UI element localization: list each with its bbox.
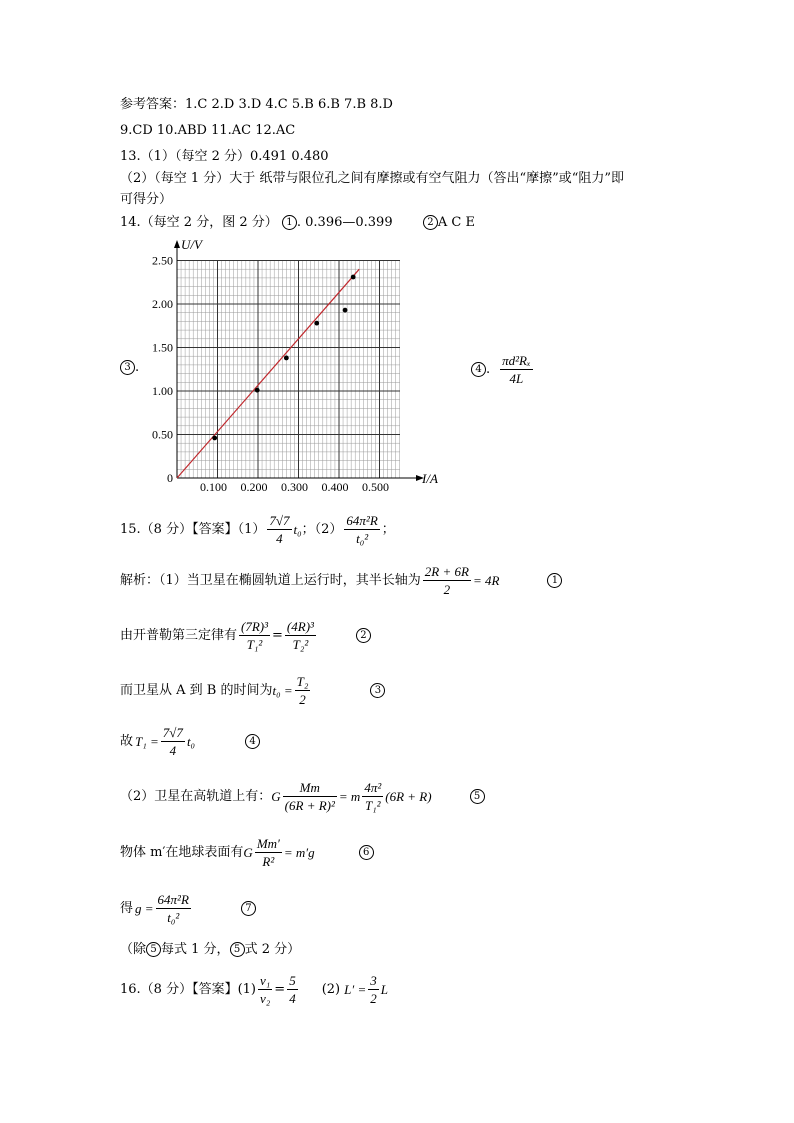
q15-step-6: 物体 m′在地球表面有 G $\frac{Mm'}{\text{R²}}$ = m′g 6 bbox=[120, 835, 374, 870]
centripetal-fraction: $\frac{\text{4π²}}{\text{T₁²}}$ bbox=[364, 780, 382, 813]
data-point bbox=[212, 436, 217, 441]
q14-answer-4-denominator: 4L bbox=[500, 369, 533, 387]
period-fraction: $\frac{7√7}{4}$ bbox=[162, 725, 183, 758]
equation-marker-3: 3 bbox=[370, 683, 385, 698]
q15-answer-2-fraction: $\frac{\text{64π²R}}{\text{t₀²}}$ bbox=[346, 513, 378, 546]
q15-step-4: 故 T₁ = $\frac{7√7}{4}$ t₀ 4 bbox=[120, 724, 260, 759]
q16-answer-line: 16.（8 分）【答案】(1) $\frac{\text{v₁}}{\text{v₂}}$ = $\frac{5}{4}$ (2) L′ = $\frac{3}{2}$ L bbox=[120, 973, 388, 1006]
note-marker-5b: 5 bbox=[230, 942, 245, 957]
q15-answer-line: 15.（8 分）【答案】（1） $\frac{7√7}{4}$ t₀ ；（2） $\frac{\text{64π²R}}{\text{t₀²}}$ ； bbox=[120, 513, 395, 546]
y-tick-label: 1.50 bbox=[152, 340, 173, 355]
data-point bbox=[351, 275, 356, 280]
g-result-fraction: $\frac{\text{64π²R}}{\text{t₀²}}$ bbox=[157, 892, 189, 925]
data-point bbox=[255, 388, 260, 393]
q13-line-2: （2）（每空 1 分）大于 纸带与限位孔之间有摩擦或有空气阻力（答出“摩擦”或“阻力”即 bbox=[120, 171, 625, 186]
u-i-graph bbox=[120, 236, 450, 496]
equation-marker-4: 4 bbox=[245, 734, 260, 749]
q15-scoring-note: （除 5 每式 1 分， 5 式 2 分） bbox=[120, 942, 301, 957]
data-point bbox=[314, 321, 319, 326]
q15-header: 15.（8 分）【答案】（1） bbox=[120, 521, 266, 537]
x-tick-label: 0.500 bbox=[362, 480, 389, 494]
equation-marker-1: 1 bbox=[547, 573, 562, 588]
x-tick-label: 0.400 bbox=[321, 480, 349, 494]
y-tick-label: 0 bbox=[167, 471, 173, 485]
q14-answer-1: . 0.396—0.399 bbox=[296, 215, 393, 230]
x-axis-label: I/A bbox=[422, 471, 438, 486]
semi-major-fraction: $\frac{2R + 6R}{2}$ bbox=[424, 564, 469, 597]
x-tick-labels bbox=[200, 480, 389, 494]
answers-line-2: 9.CD 10.ABD 11.AC 12.AC bbox=[120, 123, 296, 138]
q14-answer-4-marker: 4 bbox=[471, 362, 486, 377]
q14-answer-3-label: 3 . bbox=[120, 360, 139, 375]
q14-answer-4-label: 4 . $\frac{\text{πd²Rₓ}}{4L}$ bbox=[471, 352, 535, 387]
q15-step-2: 由开普勒第三定律有 $\frac{\text{(7R)³}}{\text{T₁²}}$ = $\frac{\text{(4R)³}}{\text{T₂²}}$ 2 bbox=[120, 618, 371, 653]
velocity-ratio-value: $\frac{5}{4}$ bbox=[289, 973, 296, 1006]
answers-line-1: 参考答案：1.C 2.D 3.D 4.C 5.B 6.B 7.B 8.D bbox=[120, 97, 393, 112]
q15-step-1: 解析：（1）当卫星在椭圆轨道上运行时，其半长轴为 $\frac{2R + 6R}{2}$ = 4R 1 bbox=[120, 563, 562, 598]
time-fraction: $\frac{\text{T₂}}{2}$ bbox=[296, 674, 309, 707]
q13-line-3: 可得分） bbox=[120, 192, 173, 207]
q14-answer-2-marker: 2 bbox=[423, 215, 438, 230]
y-tick-label: 2.50 bbox=[152, 253, 173, 268]
y-tick-label: 1.00 bbox=[152, 384, 173, 398]
q13-line-1: 13.（1）（每空 2 分）0.491 0.480 bbox=[120, 149, 329, 164]
q14-answer-4-fraction bbox=[500, 352, 533, 387]
q15-step-7: 得 g = $\frac{\text{64π²R}}{\text{t₀²}}$ 7 bbox=[120, 891, 256, 926]
equation-marker-2: 2 bbox=[356, 628, 371, 643]
y-axis-arrow bbox=[174, 240, 180, 248]
equation-marker-7: 7 bbox=[241, 901, 256, 916]
data-point bbox=[284, 356, 289, 361]
y-tick-label: 2.00 bbox=[152, 297, 173, 311]
q15-step-3: 而卫星从 A 到 B 的时间为 t₀ = $\frac{\text{T₂}}{2}$ 3 bbox=[120, 673, 385, 708]
kepler-right-fraction: $\frac{\text{(4R)³}}{\text{T₂²}}$ bbox=[286, 619, 314, 652]
gravity-fraction: $\frac{Mm}{\text{(6R + R)²}}$ bbox=[284, 780, 335, 813]
q14-header-line bbox=[120, 214, 475, 232]
x-tick-label: 0.200 bbox=[240, 480, 268, 494]
kepler-left-fraction: $\frac{\text{(7R)³}}{\text{T₁²}}$ bbox=[241, 619, 269, 652]
q15-step-5: （2）卫星在高轨道上有： G $\frac{Mm}{\text{(6R + R)²}}$ = m $\frac{\text{4π²}}{\text{T₁²}}$ (6R + R) 5 bbox=[120, 779, 485, 814]
x-tick-label: 0.300 bbox=[281, 480, 308, 494]
length-ratio-fraction: $\frac{3}{2}$ bbox=[370, 973, 377, 1006]
q14-answer-3-marker: 3 bbox=[120, 360, 135, 375]
note-marker-5: 5 bbox=[146, 942, 161, 957]
velocity-ratio-fraction: $\frac{\text{v₁}}{\text{v₂}}$ bbox=[260, 973, 271, 1006]
q14-answer-2: A C E bbox=[437, 215, 475, 230]
y-tick-label: 0.50 bbox=[152, 427, 173, 442]
q14-answer-4-numerator: πd²Rₓ bbox=[502, 353, 531, 368]
data-point bbox=[343, 308, 348, 313]
q14-answer-1-marker: 1 bbox=[282, 215, 297, 230]
surface-gravity-fraction: $\frac{Mm'}{\text{R²}}$ bbox=[256, 836, 280, 869]
equation-marker-5: 5 bbox=[470, 789, 485, 804]
q14-header: 14.（每空 2 分，图 2 分） bbox=[120, 215, 278, 230]
y-tick-labels bbox=[152, 254, 173, 486]
equation-marker-6: 6 bbox=[359, 845, 374, 860]
x-tick-label: 0.100 bbox=[200, 480, 227, 494]
graph-minor-grid bbox=[177, 261, 400, 479]
y-axis-label: U/V bbox=[181, 237, 202, 252]
q16-header: 16.（8 分）【答案】(1) bbox=[120, 981, 256, 997]
q15-answer-1-fraction: $\frac{7√7}{4}$ bbox=[269, 513, 290, 546]
graph-major-grid bbox=[177, 261, 400, 479]
